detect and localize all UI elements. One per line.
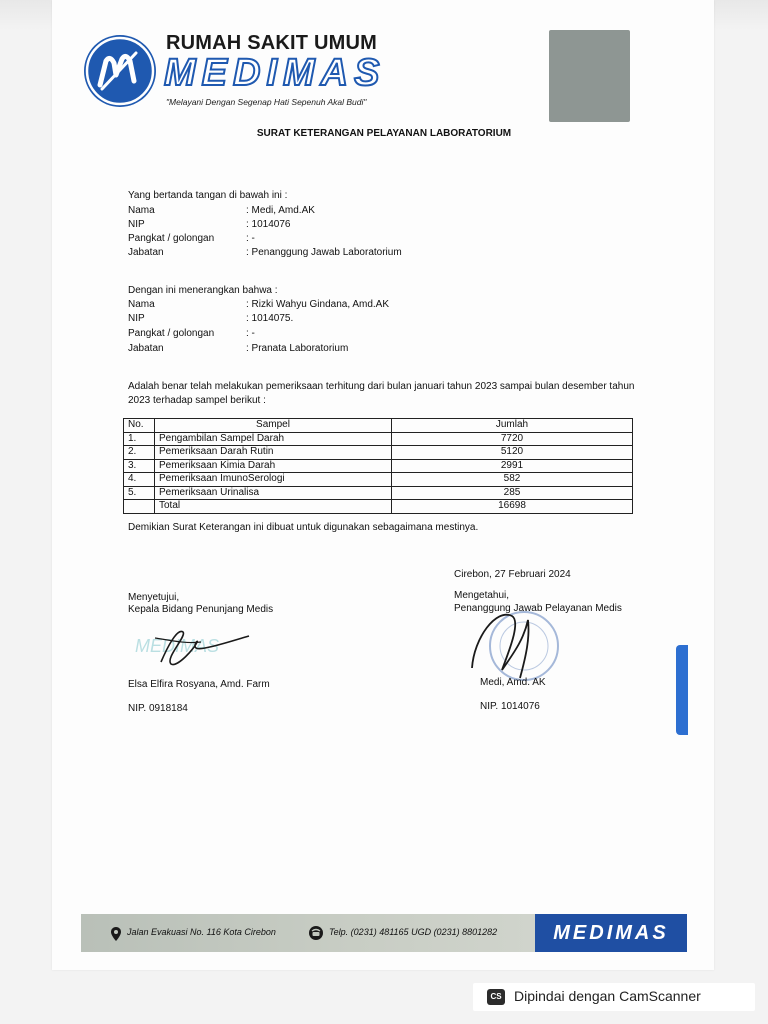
total-value: 16698 [392, 500, 633, 514]
subject-nip-value: : 1014075. [246, 313, 294, 324]
table-row [124, 432, 633, 446]
left-signer-name: Elsa Elfira Rosyana, Amd. Farm [128, 679, 270, 690]
samples-table [123, 418, 633, 514]
row-jumlah: 2991 [392, 459, 633, 473]
subject-position-label: Jabatan [128, 343, 164, 354]
hospital-tagline: "Melayani Dengan Segenap Hati Sepenuh Akal Budi" [166, 97, 367, 107]
footer-address: Jalan Evakuasi No. 116 Kota Cirebon [127, 927, 276, 937]
footer-brand-band [535, 914, 687, 952]
photo-placeholder [549, 30, 630, 122]
row-sampel: Pemeriksaan Kimia Darah [155, 459, 392, 473]
table-row [124, 473, 633, 487]
location-pin-icon [111, 927, 121, 941]
signer-rank-label: Pangkat / golongan [128, 233, 215, 244]
subject-name-label: Nama [128, 299, 155, 310]
svg-text:MEDIMAS: MEDIMAS [135, 636, 220, 656]
header-no: No. [124, 419, 155, 433]
signer-rank-value: : - [246, 233, 255, 244]
statement-paragraph: Adalah benar telah melakukan pemeriksaan terhitung dari bulan januari tahun 2023 sampai bulan desember tahun 2023 terhadap sampel berikut : [128, 381, 635, 406]
letter-footer [81, 914, 687, 952]
left-approval: Menyetujui, [128, 592, 180, 603]
signer-nip-value: : 1014076 [246, 219, 291, 230]
row-jumlah: 285 [392, 486, 633, 500]
table-row [124, 486, 633, 500]
subject-position-value: : Pranata Laboratorium [246, 343, 349, 354]
table-row [124, 459, 633, 473]
table-total-row [124, 500, 633, 514]
total-label: Total [155, 500, 392, 514]
row-sampel: Pemeriksaan Urinalisa [155, 486, 392, 500]
place-date: Cirebon, 27 Februari 2024 [454, 569, 571, 580]
row-sampel: Pemeriksaan ImunoSerologi [155, 473, 392, 487]
subject-name-value: : Rizki Wahyu Gindana, Amd.AK [246, 299, 390, 310]
left-stamp-signature-icon [125, 618, 265, 676]
footer-contact-band [81, 914, 535, 952]
header-jumlah: Jumlah [392, 419, 633, 433]
left-role: Kepala Bidang Penunjang Medis [128, 604, 274, 615]
header-sampel: Sampel [155, 419, 392, 433]
right-signer-nip: NIP. 1014076 [480, 701, 540, 712]
row-jumlah: 582 [392, 473, 633, 487]
signer-name-value: : Medi, Amd.AK [246, 205, 315, 216]
table-row [124, 446, 633, 460]
row-no: 5. [124, 486, 155, 500]
right-signer-name: Medi, Amd. AK [480, 677, 546, 688]
table-header-row [124, 419, 633, 433]
page-edge-tab [676, 645, 688, 735]
row-jumlah: 7720 [392, 432, 633, 446]
subject-nip-label: NIP [128, 313, 145, 324]
row-jumlah: 5120 [392, 446, 633, 460]
row-no: 2. [124, 446, 155, 460]
left-signer-nip: NIP. 0918184 [128, 703, 188, 714]
row-sampel: Pemeriksaan Darah Rutin [155, 446, 392, 460]
hospital-name: MEDIMAS [164, 52, 386, 94]
closing-sentence: Demikian Surat Keterangan ini dibuat untuk digunakan sebagaimana mestinya. [128, 522, 479, 533]
signer-position-label: Jabatan [128, 247, 164, 258]
subject-intro: Dengan ini menerangkan bahwa : [128, 285, 278, 296]
subject-rank-label: Pangkat / golongan [128, 328, 215, 339]
signer-position-value: : Penanggung Jawab Laboratorium [246, 247, 402, 258]
right-stamp-signature-icon [466, 598, 566, 688]
signer-name-label: Nama [128, 205, 155, 216]
subject-rank-value: : - [246, 328, 255, 339]
camscanner-logo-icon: CS [487, 989, 505, 1005]
telephone-icon [309, 926, 323, 940]
footer-phone: Telp. (0231) 481165 UGD (0231) 8801282 [329, 927, 498, 937]
signer-nip-label: NIP [128, 219, 145, 230]
row-no: 4. [124, 473, 155, 487]
camscanner-label: Dipindai dengan CamScanner [514, 988, 701, 1004]
right-role: Penanggung Jawab Pelayanan Medis [454, 603, 622, 614]
right-approval: Mengetahui, [454, 590, 510, 601]
hospital-type: RUMAH SAKIT UMUM [166, 32, 377, 54]
row-no: 1. [124, 432, 155, 446]
row-sampel: Pengambilan Sampel Darah [155, 432, 392, 446]
total-no-cell [124, 500, 155, 514]
row-no: 3. [124, 459, 155, 473]
footer-brand: MEDIMAS [553, 922, 669, 944]
signer-intro: Yang bertanda tangan di bawah ini : [128, 190, 288, 201]
camscanner-watermark [473, 983, 755, 1011]
hospital-logo-icon [84, 35, 156, 107]
document-title: SURAT KETERANGAN PELAYANAN LABORATORIUM [256, 128, 512, 139]
